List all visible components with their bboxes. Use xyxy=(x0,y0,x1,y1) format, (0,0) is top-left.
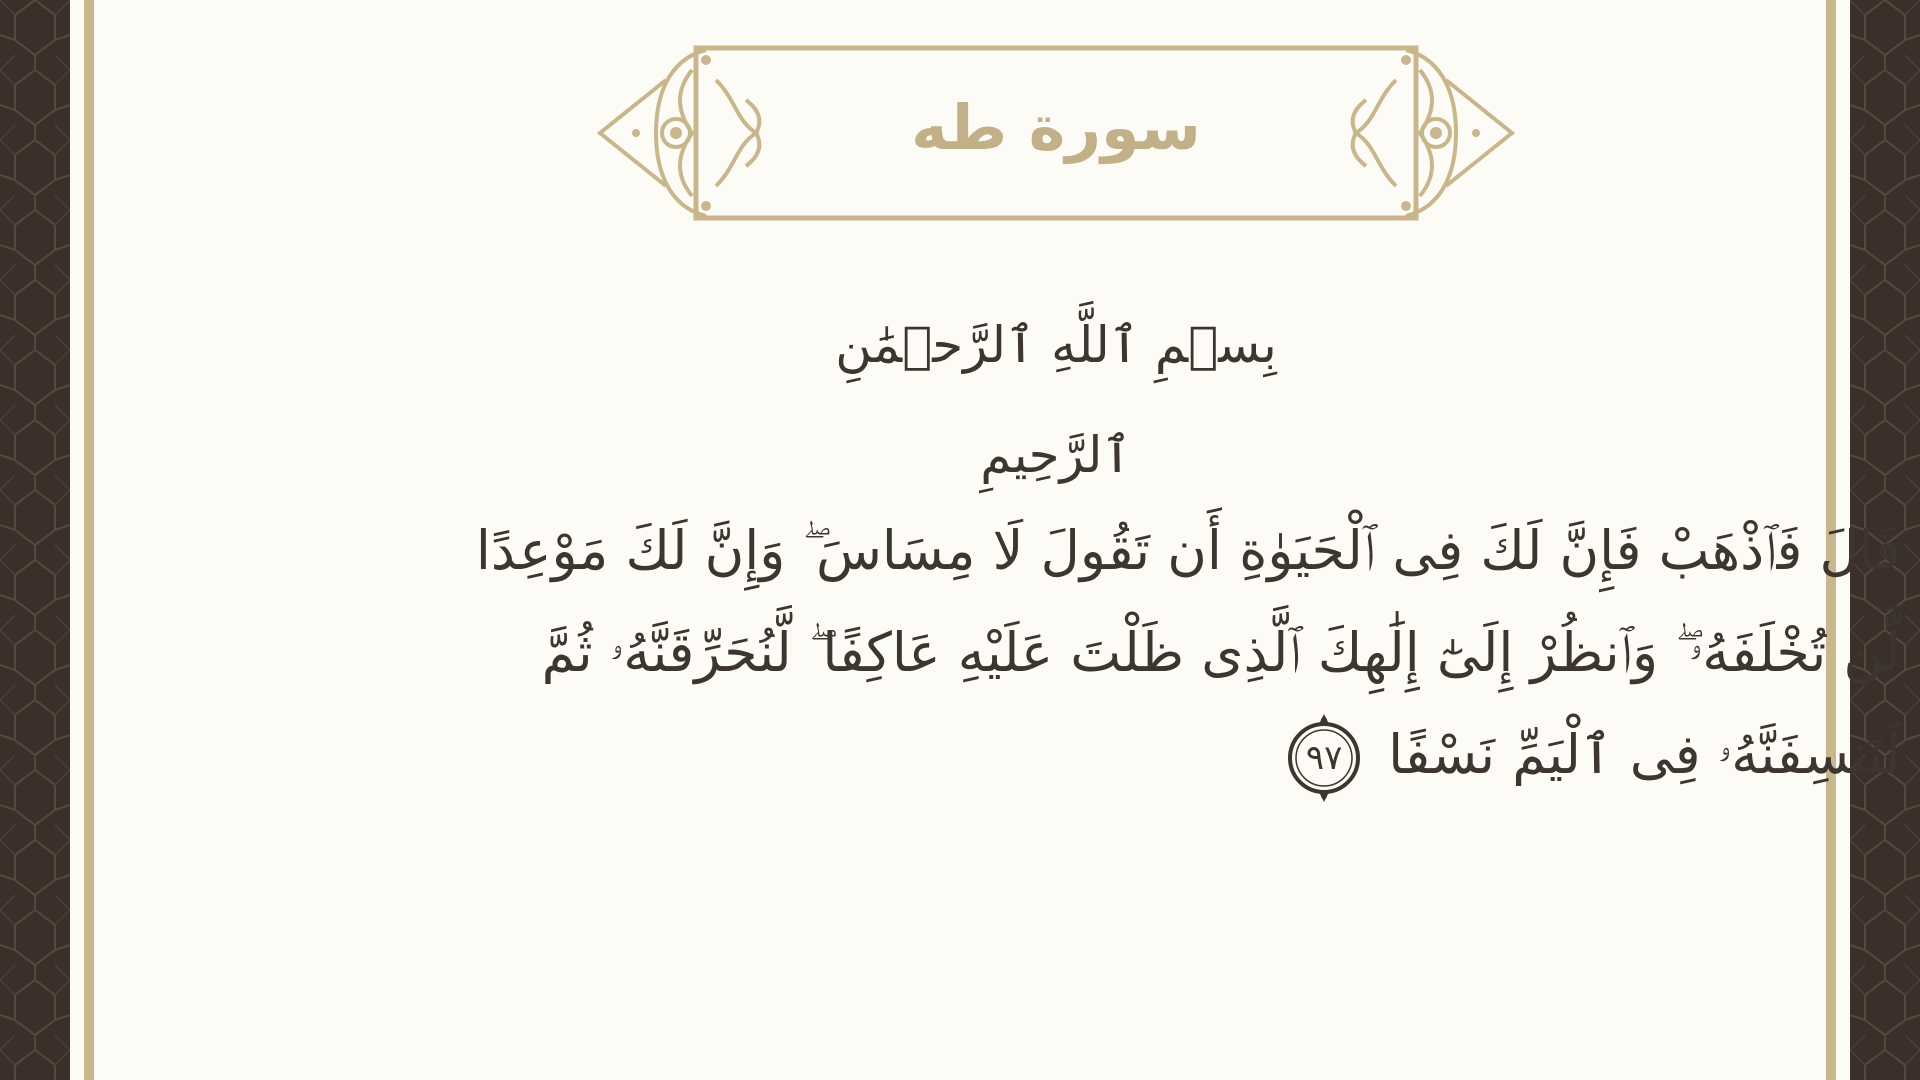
ayah-number: ٩٧ xyxy=(1305,738,1343,779)
surah-header-frame xyxy=(596,40,1516,230)
verse-line-3 xyxy=(296,704,1901,806)
verse-line-2: لَّن تُخْلَفَهُۥ ۖ وَٱنظُرْ إِلَىٰٓ إِلَٰهِكَ ٱلَّذِى ظَلْتَ عَلَيْهِ عَاكِفًا ۖ لَّنُحَرِّقَنَّهُۥ ثُمَّ xyxy=(541,621,1901,684)
left-gold-rule xyxy=(84,0,94,1080)
ayah-end-marker xyxy=(1278,712,1370,804)
page-content xyxy=(96,0,1901,1080)
verse-text xyxy=(296,500,1901,806)
surah-title: سورة طه xyxy=(911,91,1201,164)
verse-line-1: قَالَ فَٱذْهَبْ فَإِنَّ لَكَ فِى ٱلْحَيَوٰةِ أَن تَقُولَ لَا مِسَاسَ ۖ وَإِنَّ لَكَ مَوْعِدًا xyxy=(475,519,1901,582)
basmala: بِسۡمِ ٱللَّهِ ٱلرَّحۡمَٰنِ ٱلرَّحِيمِ xyxy=(835,316,1277,484)
left-decorative-border xyxy=(0,0,70,1080)
verse-line-3-text: لَنَنسِفَنَّهُۥ فِى ٱلْيَمِّ نَسْفًا xyxy=(1388,723,1901,786)
